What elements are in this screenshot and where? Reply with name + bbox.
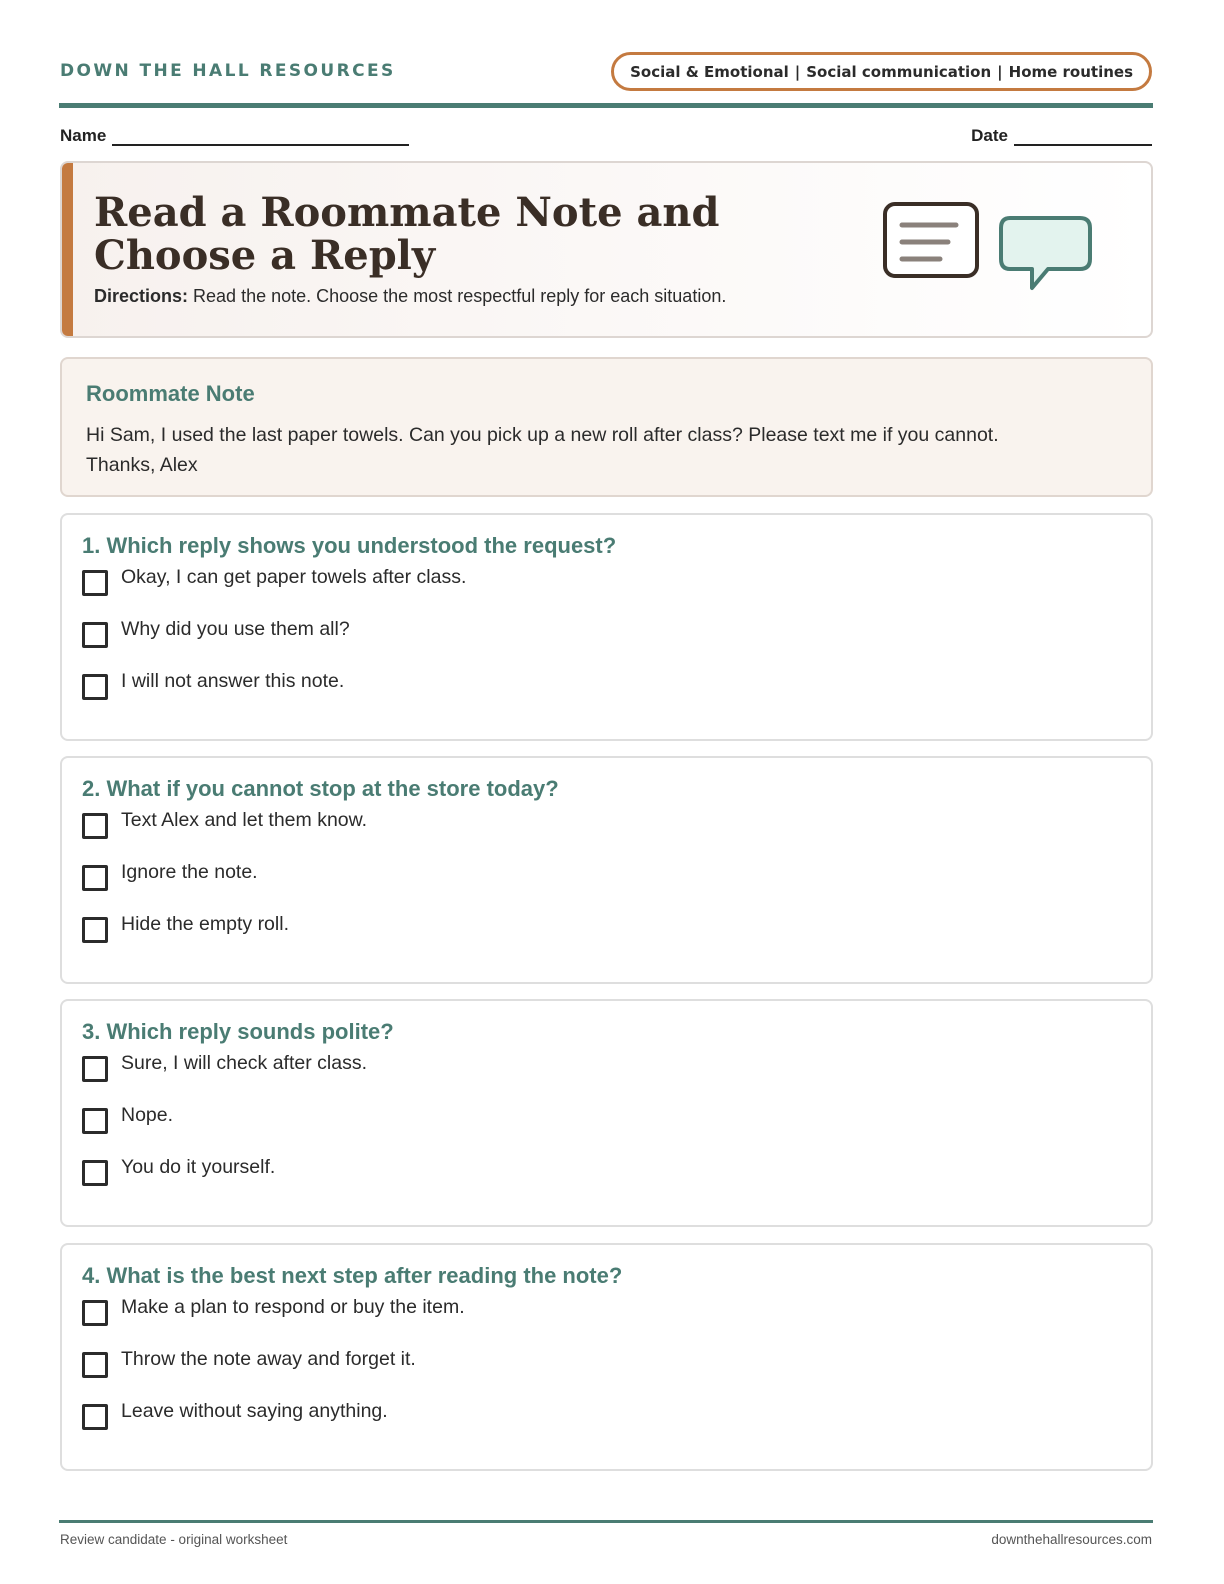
checkbox[interactable]	[82, 917, 108, 943]
checkbox[interactable]	[82, 865, 108, 891]
title-panel	[60, 161, 1153, 338]
answer-option[interactable]	[82, 1051, 367, 1082]
checkbox[interactable]	[82, 1056, 108, 1082]
option-label: Leave without saying anything.	[121, 1399, 388, 1422]
option-label: Hide the empty roll.	[121, 912, 289, 935]
directions	[94, 286, 726, 307]
tag-separator: |	[794, 62, 801, 81]
option-label: Nope.	[121, 1103, 174, 1126]
checkbox[interactable]	[82, 622, 108, 648]
checkbox[interactable]	[82, 570, 108, 596]
title-accent-bar	[62, 163, 73, 336]
footer-divider	[59, 1520, 1153, 1523]
option-label: Text Alex and let them know.	[121, 808, 368, 831]
option-label: Make a plan to respond or buy the item.	[121, 1295, 465, 1318]
answer-option[interactable]	[82, 808, 368, 839]
note-icon	[882, 201, 982, 288]
checkbox[interactable]	[82, 1160, 108, 1186]
brand-name: DOWN THE HALL RESOURCES	[60, 61, 396, 81]
checkbox[interactable]	[82, 1404, 108, 1430]
header-divider	[59, 103, 1153, 108]
date-label: Date	[971, 126, 1008, 145]
question-card-3	[60, 999, 1153, 1227]
option-label: I will not answer this note.	[121, 669, 345, 692]
option-label: Sure, I will check after class.	[121, 1051, 367, 1074]
page-title-line-2: Choose a Reply	[94, 232, 436, 279]
date-line[interactable]	[1014, 128, 1152, 146]
answer-option[interactable]	[82, 669, 345, 700]
question-card-4	[60, 1243, 1153, 1471]
name-field[interactable]	[60, 126, 409, 146]
note-line-1: Hi Sam, I used the last paper towels. Can you pick up a new roll after class? Please text me if you cannot.	[86, 424, 999, 446]
checkbox[interactable]	[82, 1108, 108, 1134]
roommate-note-panel	[60, 357, 1153, 497]
footer-website: downthehallresources.com	[991, 1532, 1152, 1547]
note-line-2: Thanks, Alex	[86, 454, 198, 476]
option-label: Throw the note away and forget it.	[121, 1347, 416, 1370]
answer-option[interactable]	[82, 565, 467, 596]
question-card-2	[60, 756, 1153, 984]
checkbox[interactable]	[82, 1300, 108, 1326]
question-title: 2. What if you cannot stop at the store today?	[82, 776, 559, 801]
answer-option[interactable]	[82, 912, 289, 943]
option-label: Why did you use them all?	[121, 617, 350, 640]
answer-option[interactable]	[82, 860, 258, 891]
note-body	[86, 420, 1086, 480]
checkbox[interactable]	[82, 1352, 108, 1378]
option-label: You do it yourself.	[121, 1155, 276, 1178]
date-field[interactable]	[971, 126, 1152, 146]
question-title: 1. Which reply shows you understood the request?	[82, 533, 617, 558]
note-heading: Roommate Note	[86, 381, 255, 406]
tag-social-communication: Social communication	[806, 62, 992, 81]
option-label: Okay, I can get paper towels after class.	[121, 565, 467, 588]
footer-note: Review candidate - original worksheet	[60, 1532, 288, 1547]
option-label: Ignore the note.	[121, 860, 258, 883]
speech-bubble-icon	[998, 215, 1094, 298]
answer-option[interactable]	[82, 1347, 416, 1378]
answer-option[interactable]	[82, 1155, 276, 1186]
checkbox[interactable]	[82, 674, 108, 700]
topic-tags	[611, 52, 1152, 91]
answer-option[interactable]	[82, 617, 350, 648]
name-line[interactable]	[112, 128, 409, 146]
tag-separator: |	[997, 62, 1003, 81]
tag-social-emotional: Social & Emotional	[630, 62, 789, 81]
checkbox[interactable]	[82, 813, 108, 839]
page-title	[94, 191, 734, 277]
directions-text: Read the note. Choose the most respectful reply for each situation.	[188, 286, 727, 306]
question-title: 3. Which reply sounds polite?	[82, 1019, 394, 1044]
question-title: 4. What is the best next step after reading the note?	[82, 1263, 623, 1288]
answer-option[interactable]	[82, 1295, 465, 1326]
question-card-1	[60, 513, 1153, 741]
answer-option[interactable]	[82, 1103, 174, 1134]
tag-home-routines: Home routines	[1008, 62, 1133, 81]
page-title-line-1: Read a Roommate Note and	[94, 189, 720, 236]
answer-option[interactable]	[82, 1399, 388, 1430]
name-label: Name	[60, 126, 107, 145]
directions-label: Directions:	[94, 286, 189, 306]
